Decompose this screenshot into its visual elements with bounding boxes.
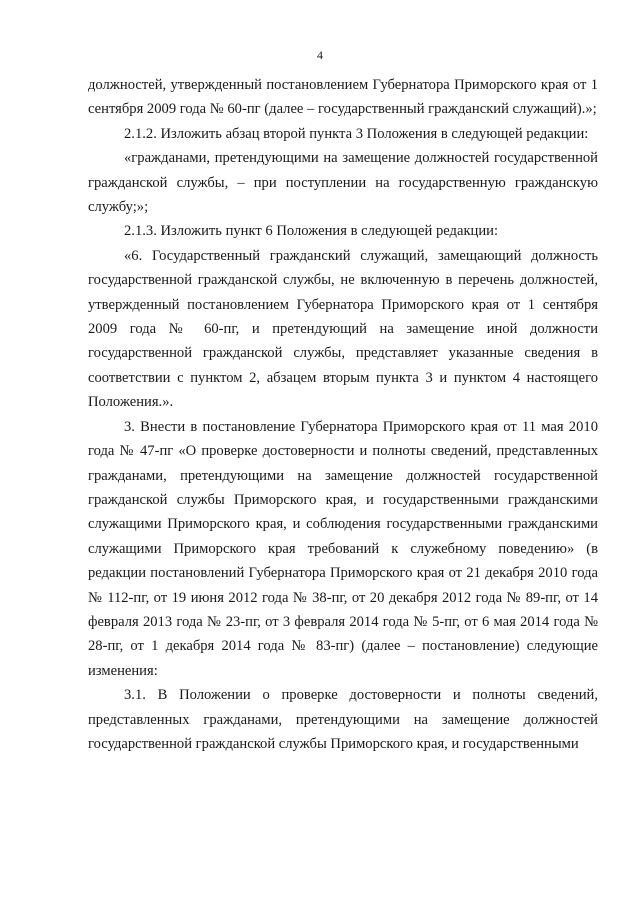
paragraph-3-1: 3.1. В Положении о проверке достоверности и полноты сведений, представленных гражданами, претендующими на замещение должностей государственной гражданской службы Приморского края, и государственными	[88, 687, 598, 752]
paragraph-quote-citizens: «гражданами, претендующими на замещение должностей государственной гражданской службы, – при поступлении на государственную гражданскую службу;»;	[88, 150, 598, 216]
paragraph-3: 3. Внести в постановление Губернатора Приморского края от 11 мая 2010 года № 47-пг «О проверке достоверности и полноты сведений, представленных гражданами, претендующими на замещение должностей государственной гражданской службы Приморского края, и государственными гражданскими служащими Приморского края, и соблюдения государственными гражданскими служащими Приморского края требований к служебному поведению» (в редакции постановлений Губернатора Приморского края от 21 декабря 2010 года № 112-пг, от 19 июня 2012 года № 38-пг, от 20 декабря 2012 года № 89-пг, от 14 февраля 2013 года № 23-пг, от 3 февраля 2014 года № 5-пг, от 6 мая 2014 года № 28-пг, от 1 декабря 2014 года № 83-пг) (далее – постановление) следующие изменения:	[88, 418, 598, 679]
paragraph-2-1-2: 2.1.2. Изложить абзац второй пункта 3 Положения в следующей редакции:	[124, 125, 589, 142]
paragraph-continuation: должностей, утвержденный постановлением Губернатора Приморского края от 1 сентября 2009 года № 60-пг (далее – государственный гражданский служащий).»;	[88, 77, 598, 118]
paragraph-quote-point-6: «6. Государственный гражданский служащий, замещающий должность государственной гражданской службы, не включенную в перечень должностей, утвержденный постановлением Губернатора Приморского края от 1 сентября 2009 года № 60-пг, и претендующий на замещение иной должности государственной гражданской службы, представляет указанные сведения в соответствии с пунктом 2, абзацем вторым пункта 3 и пунктом 4 настоящего Положения.».	[88, 247, 598, 411]
page-number: 4	[317, 48, 323, 62]
document-body	[88, 73, 598, 756]
paragraph-2-1-3: 2.1.3. Изложить пункт 6 Положения в следующей редакции:	[124, 223, 499, 240]
